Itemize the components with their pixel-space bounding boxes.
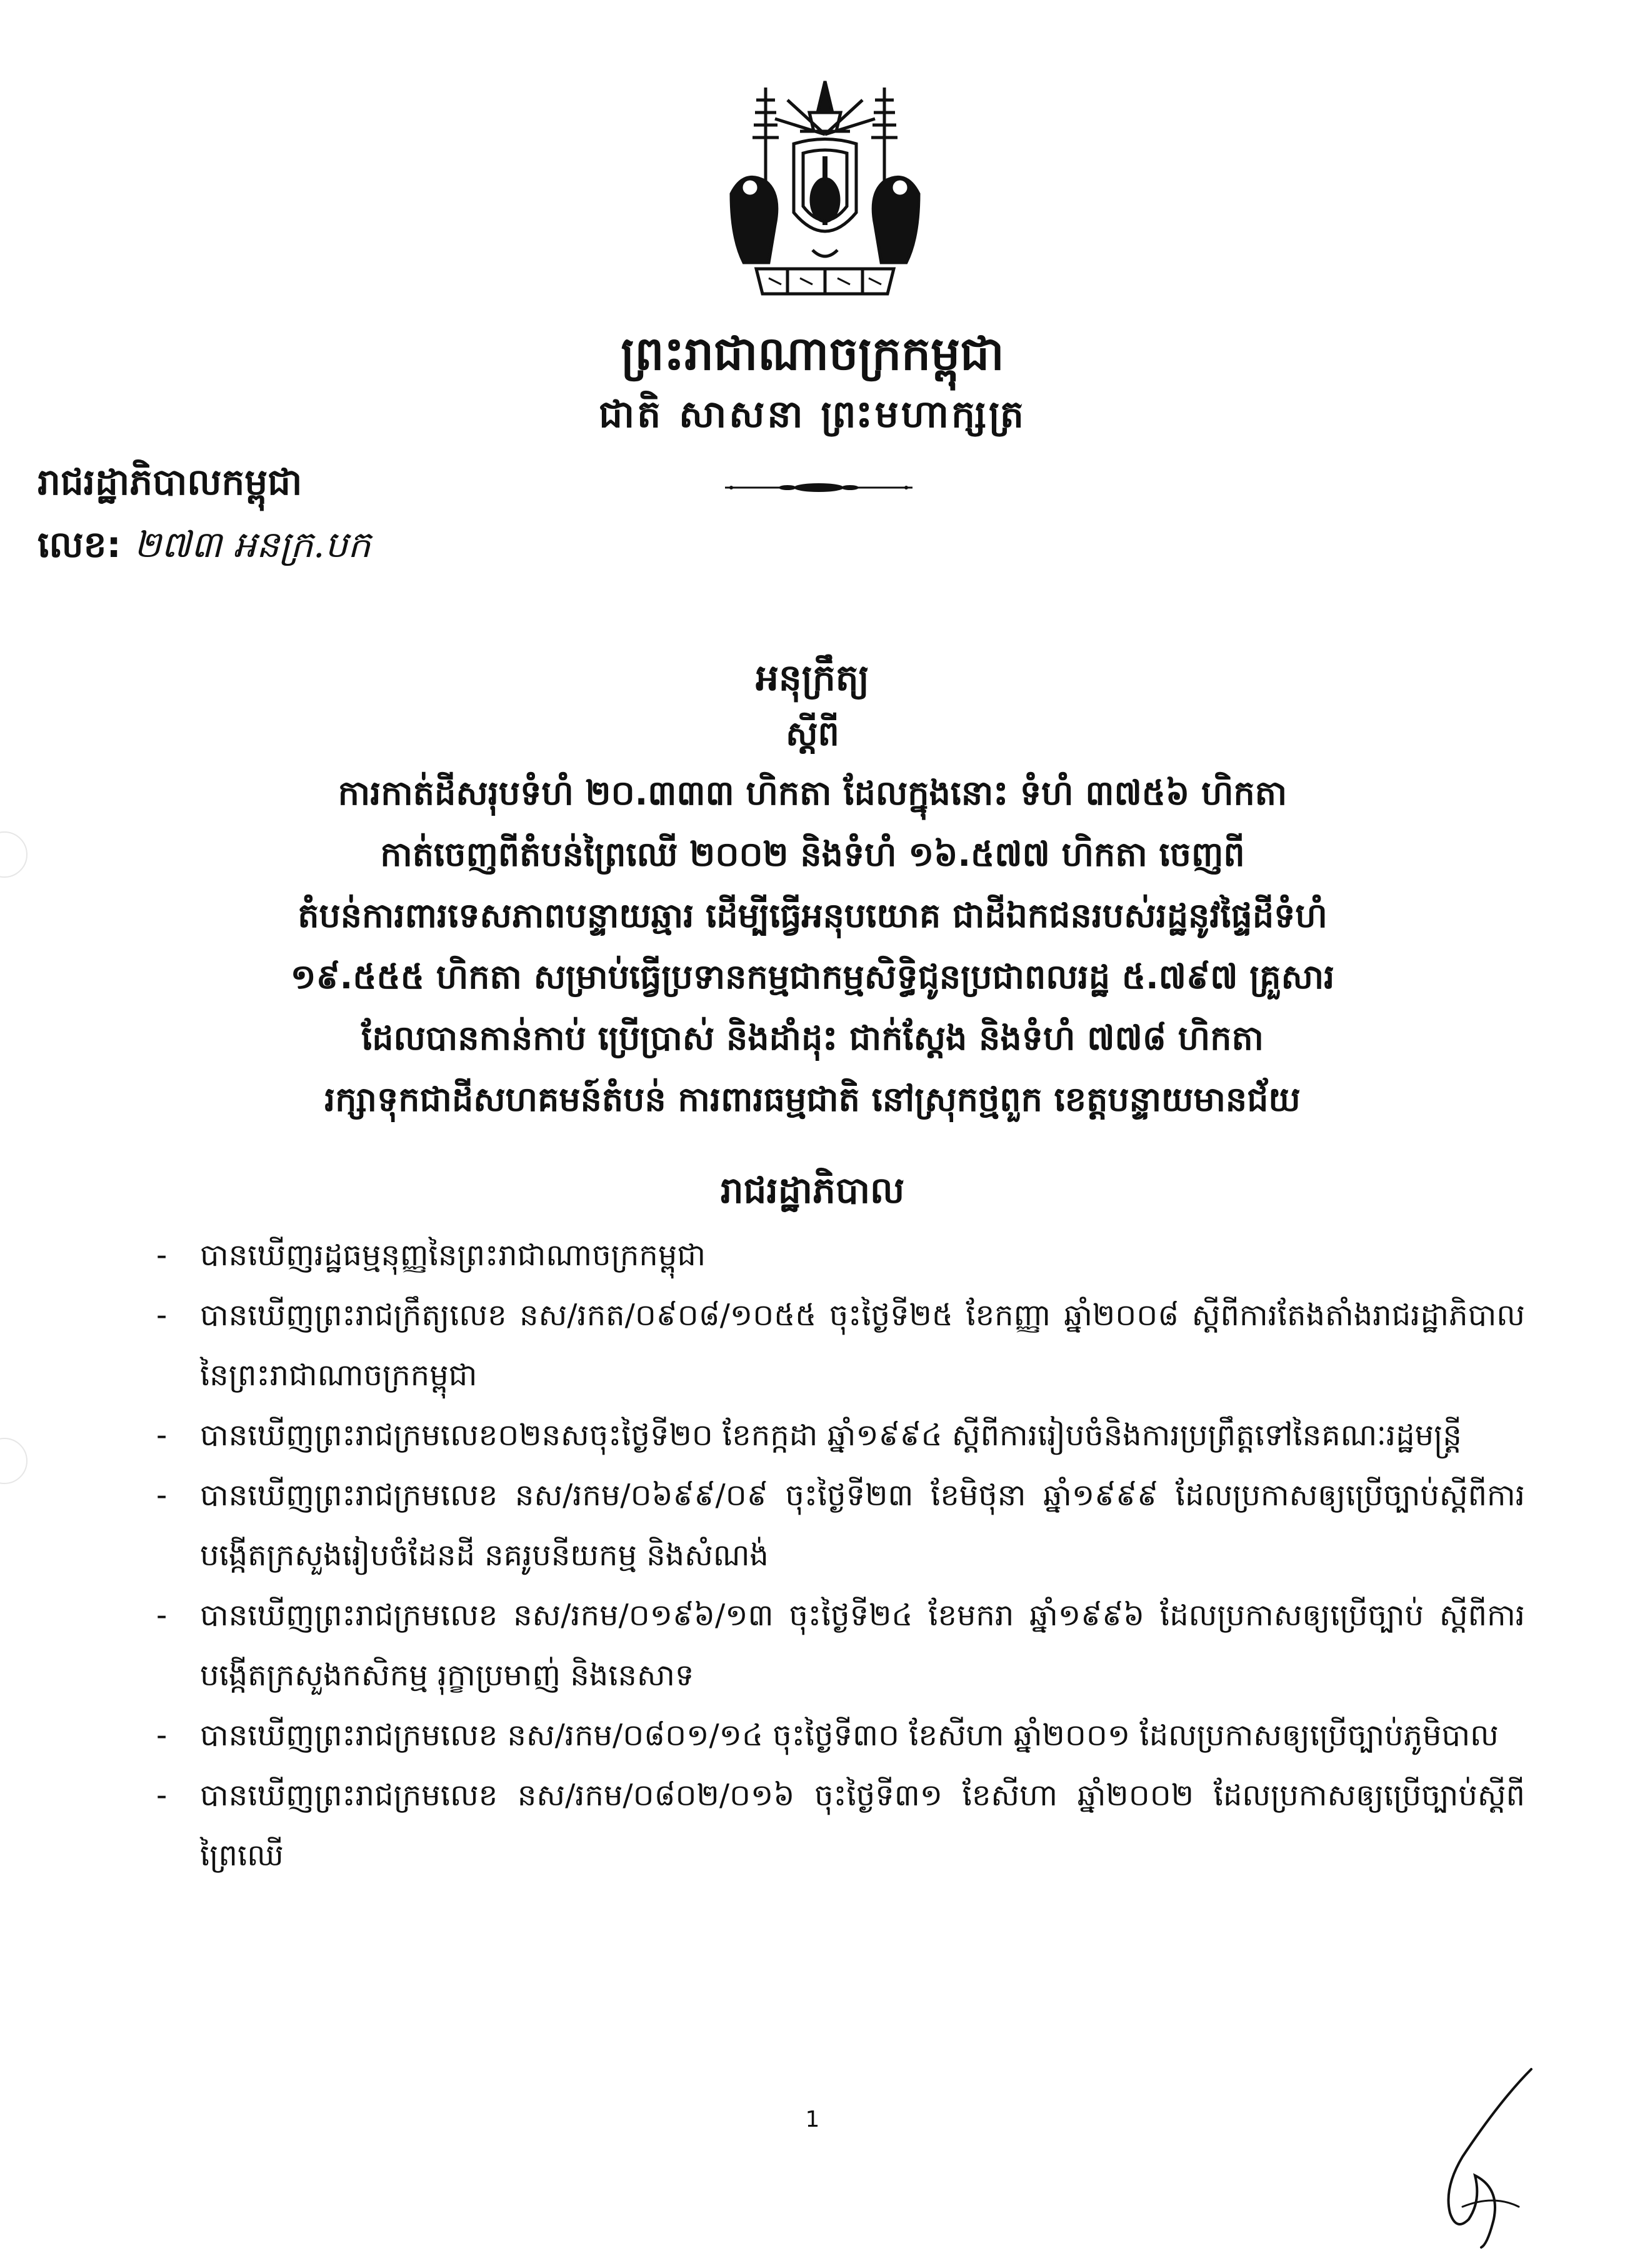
bullet-dash: -	[156, 1478, 168, 1513]
issuing-government: រាជរដ្ឋាភិបាលកម្ពុជា	[38, 461, 302, 503]
list-item-text: បានឃើញព្រះរាជក្រមលេខ០២នសចុះថ្ងៃទី២០ ខែកក្កដា ឆ្នាំ១៩៩៤ ស្តីពីការរៀបចំនិងការប្រព្រឹត្តទៅនៃគណៈរដ្ឋមន្ត្រី	[200, 1418, 1462, 1453]
list-item	[156, 1765, 1525, 1885]
list-item-text: បានឃើញព្រះរាជក្រមលេខ នស/រកម/០៨០២/០១៦ ចុះថ្ងៃទី៣១ ខែសីហា ឆ្នាំ២០០២ ដែលប្រកាសឲ្យប្រើច្បាប់ស្តីពីព្រៃឈើ	[200, 1778, 1525, 1873]
citation-list	[156, 1225, 1525, 1885]
royal-emblem-icon	[706, 75, 944, 313]
document-about: ស្តីពី	[786, 714, 839, 753]
reference-number-label: លេខ:	[38, 523, 121, 566]
ornamental-divider-icon	[725, 481, 912, 494]
section-heading: រាជរដ្ឋាភិបាល	[720, 1169, 905, 1212]
list-item-text: បានឃើញព្រះរាជក្រមលេខ នស/រកម/០១៩៦/១៣ ចុះថ្ងៃទី២៤ ខែមករា ឆ្នាំ១៩៩៦ ដែលប្រកាសឲ្យប្រើច្បាប់ ស្តីពីការបង្កើតក្រសួងកសិកម្ម រុក្ខាប្រមាញ់ និងនេសាទ	[200, 1598, 1525, 1693]
signature-icon	[1425, 2063, 1550, 2250]
title-line: ដែលបានកាន់កាប់ ប្រើប្រាស់ និងដាំដុះ ជាក់ស្តែង និងទំហំ ៧៧៨ ហិកតា	[361, 1018, 1264, 1058]
reference-number	[38, 522, 371, 575]
list-item-text: បានឃើញព្រះរាជក្រមលេខ នស/រកម/០៨០១/១៤ ចុះថ្ងៃទី៣០ ខែសីហា ឆ្នាំ២០០១ ដែលប្រកាសឲ្យប្រើច្បាប់ភូមិបាល	[200, 1718, 1499, 1753]
bullet-dash: -	[156, 1238, 168, 1273]
page-number: 1	[805, 2107, 820, 2132]
list-item	[156, 1285, 1525, 1405]
document-type: អនុក្រឹត្យ	[756, 656, 869, 699]
national-motto: ជាតិ សាសនា ព្រះមហាក្សត្រ	[599, 393, 1026, 436]
bullet-dash: -	[156, 1718, 168, 1753]
list-item	[156, 1465, 1525, 1585]
punch-hole	[0, 1438, 28, 1484]
list-item-text: បានឃើញព្រះរាជក្រមលេខ នស/រកម/០៦៩៩/០៩ ចុះថ្ងៃទី២៣ ខែមិថុនា ឆ្នាំ១៩៩៩ ដែលប្រកាសឲ្យប្រើច្បាប់ស្តីពីការបង្កើតក្រសួងរៀបចំដែនដី នគរូបនីយកម្ម និងសំណង់	[200, 1478, 1525, 1573]
title-line: ការកាត់ដីសរុបទំហំ ២០.៣៣៣ ហិកតា ដែលក្នុងនោះ ទំហំ ៣៧៥៦ ហិកតា	[338, 773, 1288, 813]
bullet-dash: -	[156, 1298, 168, 1333]
title-line: ១៩.៥៥៥ ហិកតា សម្រាប់ធ្វើប្រទានកម្មជាកម្មសិទ្ធិជូនប្រជាពលរដ្ឋ ៥.៧៩៧ គ្រួសារ	[290, 957, 1335, 996]
list-item	[156, 1585, 1525, 1705]
bullet-dash: -	[156, 1418, 168, 1453]
list-item	[156, 1405, 1525, 1465]
title-line: កាត់ចេញពីតំបន់ព្រៃឈើ ២០០២ និងទំហំ ១៦.៥៧៧ ហិកតា ចេញពី	[380, 835, 1245, 874]
list-item-text: បានឃើញរដ្ឋធម្មនុញ្ញនៃព្រះរាជាណាចក្រកម្ពុជា	[200, 1238, 706, 1273]
list-item-text: បានឃើញព្រះរាជក្រឹត្យលេខ នស/រកត/០៩០៨/១០៥៥ ចុះថ្ងៃទី២៥ ខែកញ្ញា ឆ្នាំ២០០៨ ស្តីពីការតែងតាំងរាជរដ្ឋាភិបាលនៃព្រះរាជាណាចក្រកម្ពុជា	[200, 1298, 1525, 1393]
bullet-dash: -	[156, 1778, 168, 1813]
reference-number-value: ២៧៣ អនក្រ.បក	[133, 523, 371, 566]
bullet-dash: -	[156, 1598, 168, 1633]
kingdom-name: ព្រះរាជាណាចក្រកម្ពុជា	[621, 327, 1004, 381]
list-item	[156, 1705, 1525, 1765]
title-line: តំបន់ការពារទេសភាពបន្ទាយឆ្មារ ដើម្បីធ្វើអនុបយោគ ជាដីឯកជនរបស់រដ្ឋនូវផ្ទៃដីទំហំ	[298, 896, 1328, 935]
list-item	[156, 1225, 1525, 1285]
title-line: រក្សាទុកជាដីសហគមន៍តំបន់ ការពារធម្មជាតិ នៅស្រុកថ្មពួក ខេត្តបន្ទាយមានជ័យ	[324, 1080, 1301, 1119]
